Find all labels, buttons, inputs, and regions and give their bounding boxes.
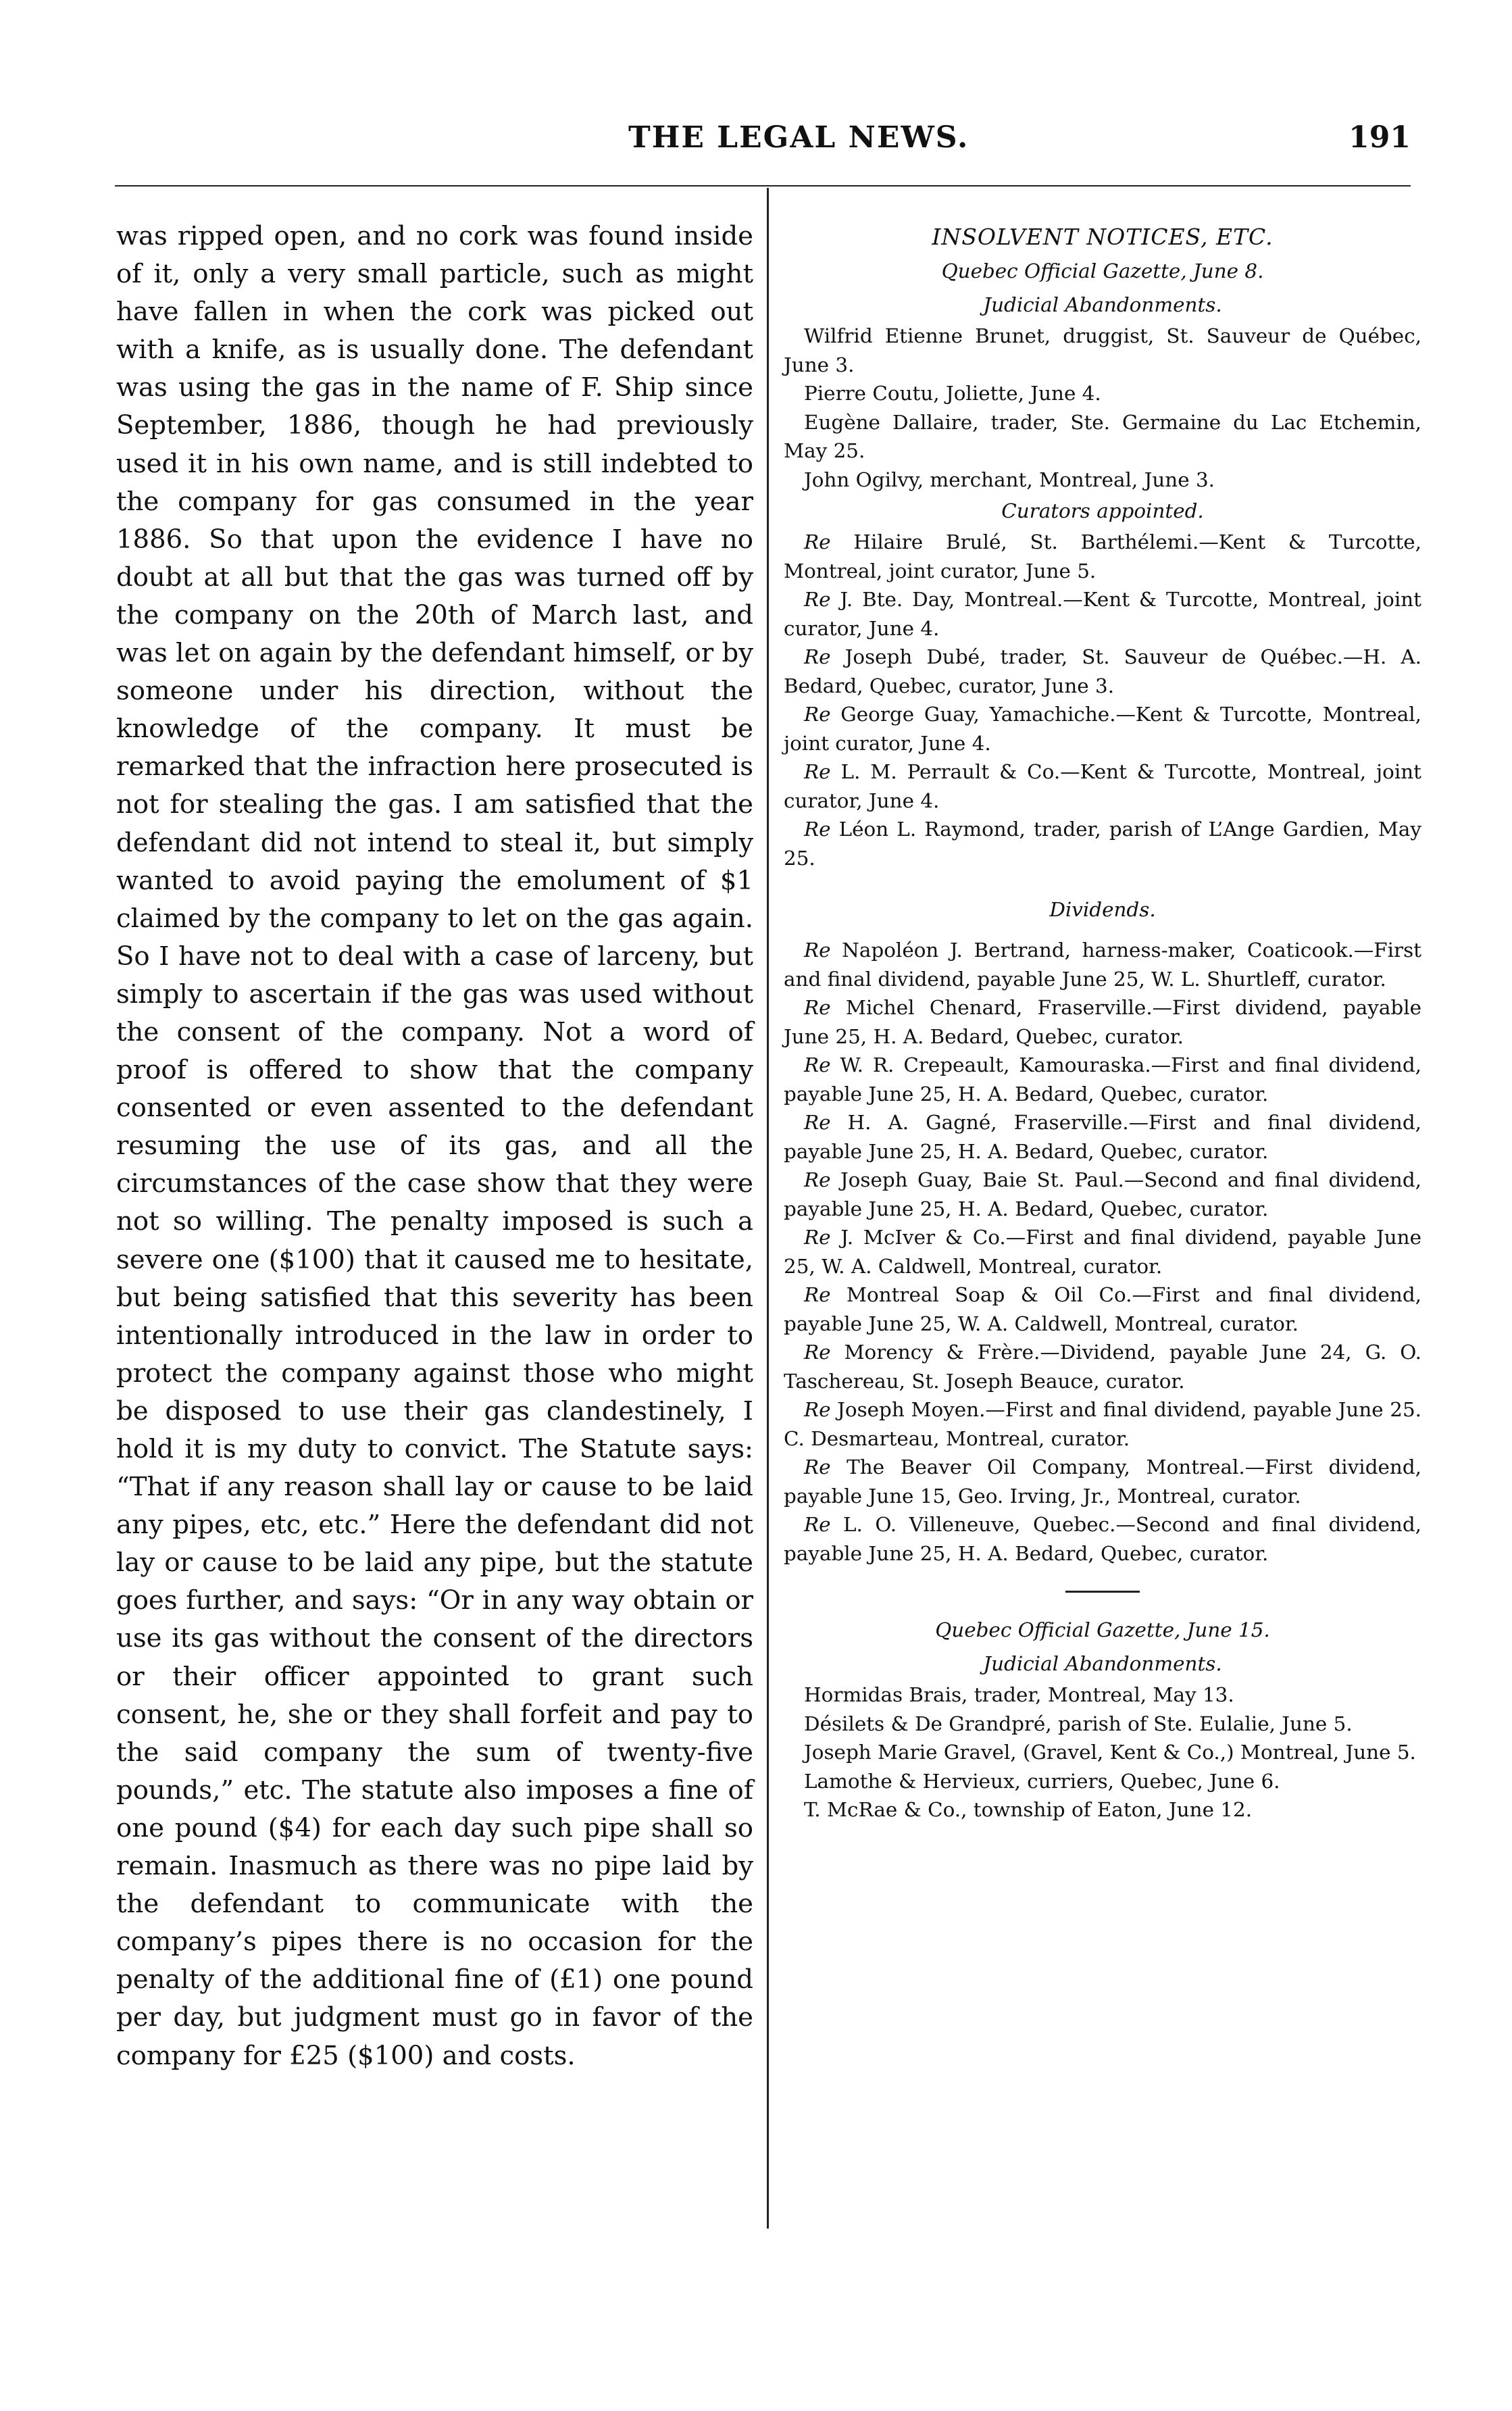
re-prefix: Re — [804, 1513, 831, 1536]
list-item — [784, 1395, 1421, 1453]
list-item: Eugène Dallaire, trader, Ste. Germaine du Lac Etchemin, May 25. — [784, 410, 1421, 462]
dividends-list — [784, 936, 1421, 1568]
list-item — [784, 643, 1421, 700]
list-item — [784, 1223, 1421, 1281]
list-item — [784, 1281, 1421, 1338]
running-title: THE LEGAL NEWS. — [628, 120, 969, 155]
section-title: INSOLVENT NOTICES, ETC. — [932, 224, 1274, 250]
re-prefix: Re — [804, 760, 831, 783]
entry-text: Michel Chenard, Fraserville.—First dividend, payable June 25, H. A. Bedard, Quebec, curator. — [784, 996, 1421, 1048]
list-item: Wilfrid Etienne Brunet, druggist, St. Sauveur de Québec, June 3. — [784, 324, 1421, 376]
re-prefix: Re — [804, 1111, 831, 1134]
entry-text: Joseph Guay, Baie St. Paul.—Second and final dividend, payable June 25, H. A. Bedard, Quebec, curator. — [784, 1168, 1421, 1220]
list-item — [784, 528, 1421, 585]
entry-text: Napoléon J. Bertrand, harness-maker, Coaticook.—First and final dividend, payable June 25, W. L. Shurtleff, curator. — [784, 939, 1421, 991]
list-item — [784, 585, 1421, 643]
right-column — [784, 220, 1421, 1824]
list-item — [784, 1051, 1421, 1108]
re-prefix: Re — [804, 1226, 831, 1249]
entry-text: L. M. Perrault & Co.—Kent & Turcotte, Montreal, joint curator, June 4. — [784, 760, 1421, 812]
entry-text: Léon L. Raymond, trader, parish of L’Ange Gardien, May 25. — [784, 818, 1421, 870]
re-prefix: Re — [804, 1398, 831, 1421]
entry-text: W. R. Crepeault, Kamouraska.—First and final dividend, payable June 25, H. A. Bedard, Quebec, curator. — [784, 1053, 1421, 1105]
list-item — [784, 757, 1421, 815]
subheading-abandonments: Judicial Abandonments. — [983, 1652, 1222, 1675]
entry-text: L. O. Villeneuve, Quebec.—Second and final dividend, payable June 25, H. A. Bedard, Quebec, curator. — [784, 1513, 1421, 1565]
list-item: T. McRae & Co., township of Eaton, June 12. — [804, 1798, 1253, 1821]
list-item — [784, 993, 1421, 1051]
list-item — [784, 1453, 1421, 1510]
entry-text: George Guay, Yamachiche.—Kent & Turcotte, Montreal, joint curator, June 4. — [784, 703, 1421, 755]
re-prefix: Re — [804, 703, 831, 726]
re-prefix: Re — [804, 645, 831, 668]
re-prefix: Re — [804, 1283, 831, 1306]
list-item — [784, 1108, 1421, 1166]
page-number: 191 — [1349, 120, 1411, 155]
re-prefix: Re — [804, 939, 831, 962]
left-column — [116, 218, 753, 2075]
entry-text: The Beaver Oil Company, Montreal.—First dividend, payable June 15, Geo. Irving, Jr., Montreal, curator. — [784, 1456, 1421, 1508]
header-rule — [115, 185, 1411, 187]
list-item — [784, 815, 1421, 872]
re-prefix: Re — [804, 588, 831, 611]
re-prefix: Re — [804, 1341, 831, 1364]
column-divider — [767, 188, 769, 2229]
list-item: Lamothe & Hervieux, curriers, Quebec, June 6. — [804, 1769, 1280, 1793]
entry-text: Morency & Frère.—Dividend, payable June 24, G. O. Taschereau, St. Joseph Beauce, curator. — [784, 1341, 1421, 1393]
list-item: John Ogilvy, merchant, Montreal, June 3. — [804, 468, 1215, 491]
list-item: Joseph Marie Gravel, (Gravel, Kent & Co.,) Montreal, June 5. — [804, 1741, 1416, 1764]
subheading-dividends: Dividends. — [1049, 898, 1156, 921]
re-prefix: Re — [804, 1168, 831, 1191]
list-item — [784, 1338, 1421, 1395]
re-prefix: Re — [804, 818, 831, 841]
entry-text: H. A. Gagné, Fraserville.—First and final dividend, payable June 25, H. A. Bedard, Quebec, curator. — [784, 1111, 1421, 1163]
list-item: Pierre Coutu, Joliette, June 4. — [804, 382, 1101, 405]
subheading-abandonments: Judicial Abandonments. — [983, 293, 1222, 316]
entry-text: Joseph Dubé, trader, St. Sauveur de Québec.—H. A. Bedard, Quebec, curator, June 3. — [784, 645, 1421, 697]
entry-text: J. McIver & Co.—First and final dividend, payable June 25, W. A. Caldwell, Montreal, curator. — [784, 1226, 1421, 1278]
re-prefix: Re — [804, 996, 831, 1019]
re-prefix: Re — [804, 530, 831, 553]
body-paragraph: was ripped open, and no cork was found inside of it, only a very small particle, such as might have fallen in when the cork was picked out with a knife, as is usually done. The defendant was using the gas in the name of F. Ship since September, 1886, though he had previously used it in his own name, and is still indebted to the company for gas consumed in the year 1886. So that upon the evidence I have no doubt at all but that the gas was turned off by the company on the 20th of March last, and was let on again by the defendant himself, or by someone under his direction, without the knowledge of the company. It must be remarked that the infraction here prosecuted is not for stealing the gas. I am satisfied that the defendant did not intend to steal it, but simply wanted to avoid paying the emolument of $1 claimed by the company to let on the gas again. So I have not to deal with a case of larceny, but simply to ascertain if the gas was used without the consent of the company. Not a word of proof is offered to show that the company consented or even assented to the defendant resuming the use of its gas, and all the circumstances of the case show that they were not so willing. The penalty imposed is such a severe one ($100) that it caused me to hesitate, but being satisfied that this severity has been intentionally introduced in the law in order to protect the company against those who might be disposed to use their gas clandestinely, I hold it is my duty to convict. The Statute says: “That if any reason shall lay or cause to be laid any pipes, etc, etc.” Here the defendant did not lay or cause to be laid any pipe, but the statute goes further, and says: “Or in any way obtain or use its gas without the consent of the directors or their officer appointed to grant such consent, he, she or they shall forfeit and pay to the said company the sum of twenty-five pounds,” etc. The statute also imposes a fine of one pound ($4) for each day such pipe shall so remain. Inasmuch as there was no pipe laid by the defendant to communicate with the company’s pipes there is no occasion for the penalty of the additional fine of (£1) one pound per day, but judgment must go in favor of the company for £25 ($100) and costs. — [116, 221, 753, 2071]
list-item: Hormidas Brais, trader, Montreal, May 13. — [804, 1683, 1234, 1706]
list-item: Désilets & De Grandpré, parish of Ste. Eulalie, June 5. — [804, 1712, 1353, 1735]
entry-text: Joseph Moyen.—First and final dividend, payable June 25. C. Desmarteau, Montreal, curator. — [784, 1398, 1421, 1450]
section-divider — [1065, 1591, 1140, 1593]
list-item — [784, 936, 1421, 993]
list-item — [784, 1166, 1421, 1223]
list-item — [784, 1510, 1421, 1568]
subheading-curators: Curators appointed. — [1001, 499, 1204, 522]
gazette-heading: Quebec Official Gazette, June 15. — [935, 1618, 1270, 1641]
re-prefix: Re — [804, 1053, 831, 1076]
entry-text: Hilaire Brulé, St. Barthélemi.—Kent & Turcotte, Montreal, joint curator, June 5. — [784, 530, 1421, 582]
entry-text: Montreal Soap & Oil Co.—First and final dividend, payable June 25, W. A. Caldwell, Montreal, curator. — [784, 1283, 1421, 1335]
entry-text: J. Bte. Day, Montreal.—Kent & Turcotte, Montreal, joint curator, June 4. — [784, 588, 1421, 640]
list-item — [784, 700, 1421, 757]
re-prefix: Re — [804, 1456, 831, 1478]
gazette-heading: Quebec Official Gazette, June 8. — [941, 259, 1264, 282]
curators-list — [784, 528, 1421, 872]
